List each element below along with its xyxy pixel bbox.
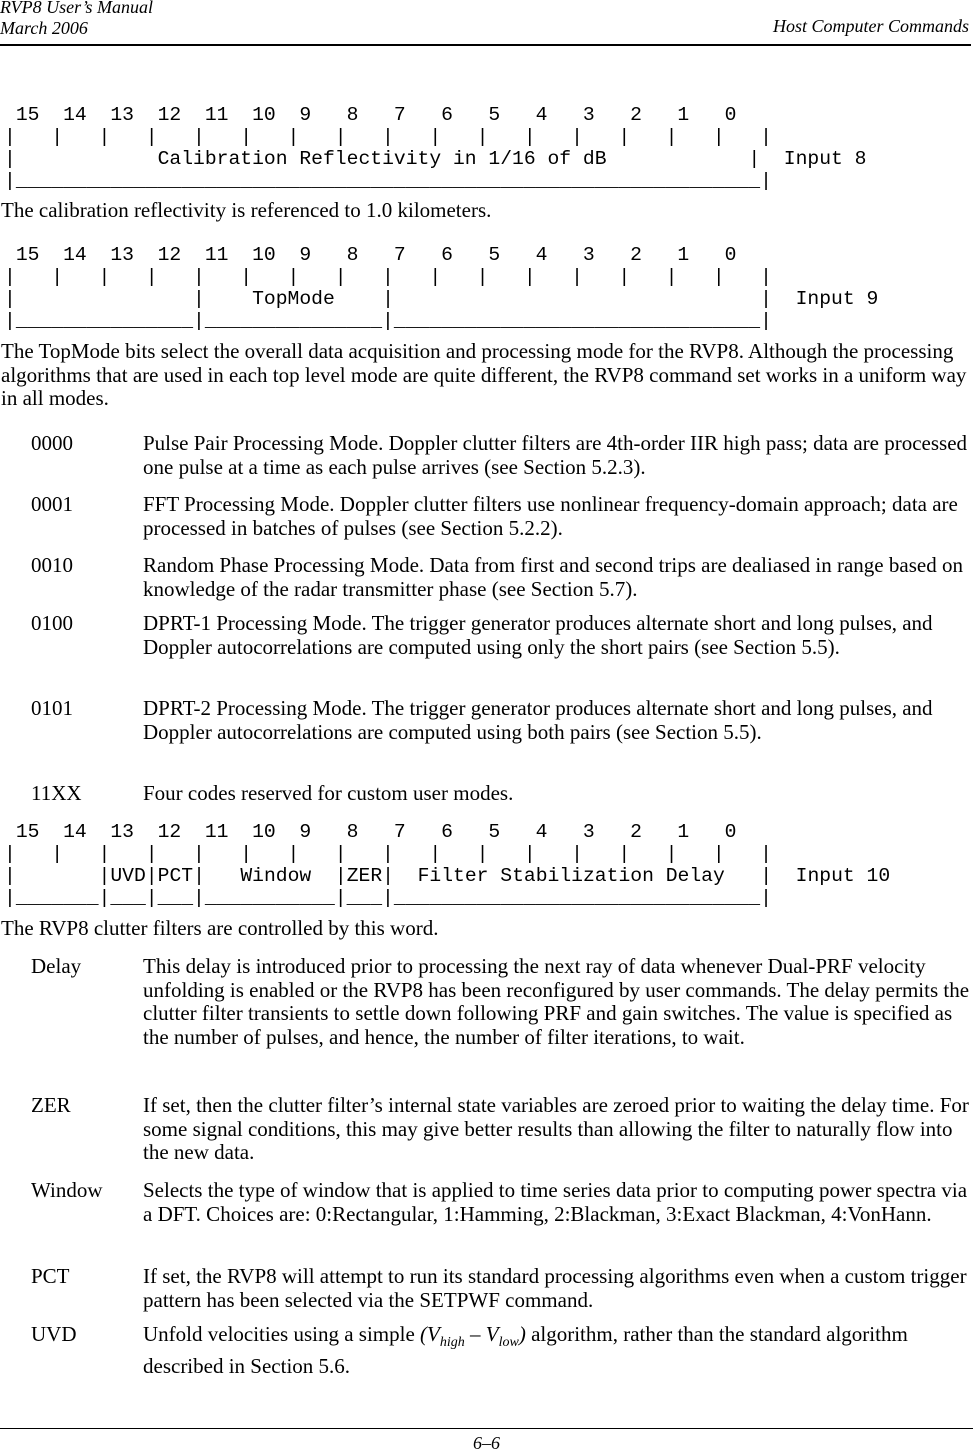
input-label: Input 8 (783, 148, 867, 170)
field-name: Window (31, 1178, 103, 1202)
field-filter-stabilization-delay: Filter Stabilization Delay (417, 865, 725, 887)
mode-description: DPRT-2 Processing Mode. The trigger generator produces alternate short and long pulses, and Doppler autocorrelations are computed using both pairs (see Section 5.5). (143, 696, 933, 744)
field-topmode: TopMode (252, 288, 335, 310)
mode-code: 0000 (31, 431, 73, 455)
field-name: ZER (31, 1093, 71, 1117)
page-header (0, 0, 971, 46)
mode-description: Random Phase Processing Mode. Data from first and second trips are dealiased in range based on knowledge of the radar transmitter phase (see Section 5.7). (143, 553, 963, 601)
page-number: 6–6 (473, 1433, 500, 1453)
mode-code: 0010 (31, 553, 73, 577)
field-description: Selects the type of window that is applied to time series data prior to computing power spectra via a DFT. Choices are: 0:Rectangular, 1:Hamming, 2:Blackman, 3:Exact Blackman, 4:VonHann. (143, 1178, 968, 1226)
field-window: Window (240, 865, 312, 887)
mode-description: Pulse Pair Processing Mode. Doppler clutter filters are 4th-order IIR high pass; data are processed one pulse at a time as each pulse arrives (see Section 5.2.3). (143, 431, 968, 479)
mode-code: 11XX (31, 781, 82, 805)
field-name: PCT (31, 1264, 70, 1288)
field-description: This delay is introduced prior to processing the next ray of data whenever Dual-PRF velocity unfolding is enabled or the RVP8 has been reconfigured by user commands. The delay permits the clutter filter transients to settle down following PRF and gain switches. The value is specified as the number of pulses, and hence, the number of filter iterations, to wait. (143, 954, 970, 1049)
field-calibration-reflectivity: Calibration Reflectivity in 1/16 of dB (157, 148, 607, 170)
manual-title: RVP8 User’s Manual (0, 0, 153, 17)
field-name: Delay (31, 954, 82, 978)
field-zer: ZER (346, 865, 383, 887)
bit-diagram-input9: 15 14 13 12 11 10 9 8 7 6 5 4 3 2 1 0 | | | | | | | | | | | | | | | | | | | TopMode | | Input 9 |_______________|_______________|_______________________________| (4, 244, 879, 332)
field-uvd: UVD (110, 865, 146, 887)
field-description: If set, the RVP8 will attempt to run its standard processing algorithms even when a custom trigger pattern has been selected via the SETPWF command. (143, 1264, 967, 1312)
mode-code: 0001 (31, 492, 73, 516)
field-description: If set, then the clutter filter’s internal state variables are zeroed prior to waiting the delay time. For some signal conditions, this may give better results than allowing the filter to naturally flow into the new data. (143, 1093, 969, 1164)
bit-diagram-input10: 15 14 13 12 11 10 9 8 7 6 5 4 3 2 1 0 | | | | | | | | | | | | | | | | | | |UVD|PCT| Window |ZER| Filter Stabilization Delay | Input 10 |_______|___|___|___________|___|_______________________________| (4, 821, 891, 909)
field-pct: PCT (157, 865, 194, 887)
paragraph-topmode: The TopMode bits select the overall data acquisition and processing mode for the RVP8. Although the processing algorithms that are used in each top level mode are quite different, the RVP8 command set works in a uniform way in all modes. (1, 339, 967, 410)
section-title: Host Computer Commands (772, 16, 969, 36)
bit-numbers: 15 14 13 12 11 10 9 8 7 6 5 4 3 2 1 0 (4, 821, 749, 843)
paragraph-clutter-filters: The RVP8 clutter filters are controlled by this word. (1, 916, 439, 940)
bit-diagram-input8: 15 14 13 12 11 10 9 8 7 6 5 4 3 2 1 0 | | | | | | | | | | | | | | | | | | Calibration Reflectivity in 1/16 of dB | Input 8 |_______________________________________________________________| (4, 104, 867, 192)
mode-description: DPRT-1 Processing Mode. The trigger generator produces alternate short and long pulses, and Doppler autocorrelations are computed using only the short pairs (see Section 5.5). (143, 611, 933, 659)
paragraph-calibration: The calibration reflectivity is referenced to 1.0 kilometers. (1, 198, 492, 222)
header-left (0, 0, 153, 39)
manual-date: March 2006 (0, 18, 88, 38)
bit-numbers: 15 14 13 12 11 10 9 8 7 6 5 4 3 2 1 0 (4, 104, 749, 126)
mode-code: 0101 (31, 696, 73, 720)
mode-description: Four codes reserved for custom user modes. (143, 781, 514, 805)
mode-code: 0100 (31, 611, 73, 635)
input-label: Input 10 (795, 865, 891, 887)
input-label: Input 9 (795, 288, 879, 310)
field-description: Unfold velocities using a simple $(V_{high} - V_{low})$ algorithm, rather than the standard algorithm described in Section 5.6. (143, 1322, 908, 1378)
mode-description: FFT Processing Mode. Doppler clutter filters use nonlinear frequency-domain approach; data are processed in batches of pulses (see Section 5.2.2). (143, 492, 958, 540)
footer-rule (0, 1428, 973, 1429)
field-name: UVD (31, 1322, 77, 1346)
bit-numbers: 15 14 13 12 11 10 9 8 7 6 5 4 3 2 1 0 (4, 244, 749, 266)
